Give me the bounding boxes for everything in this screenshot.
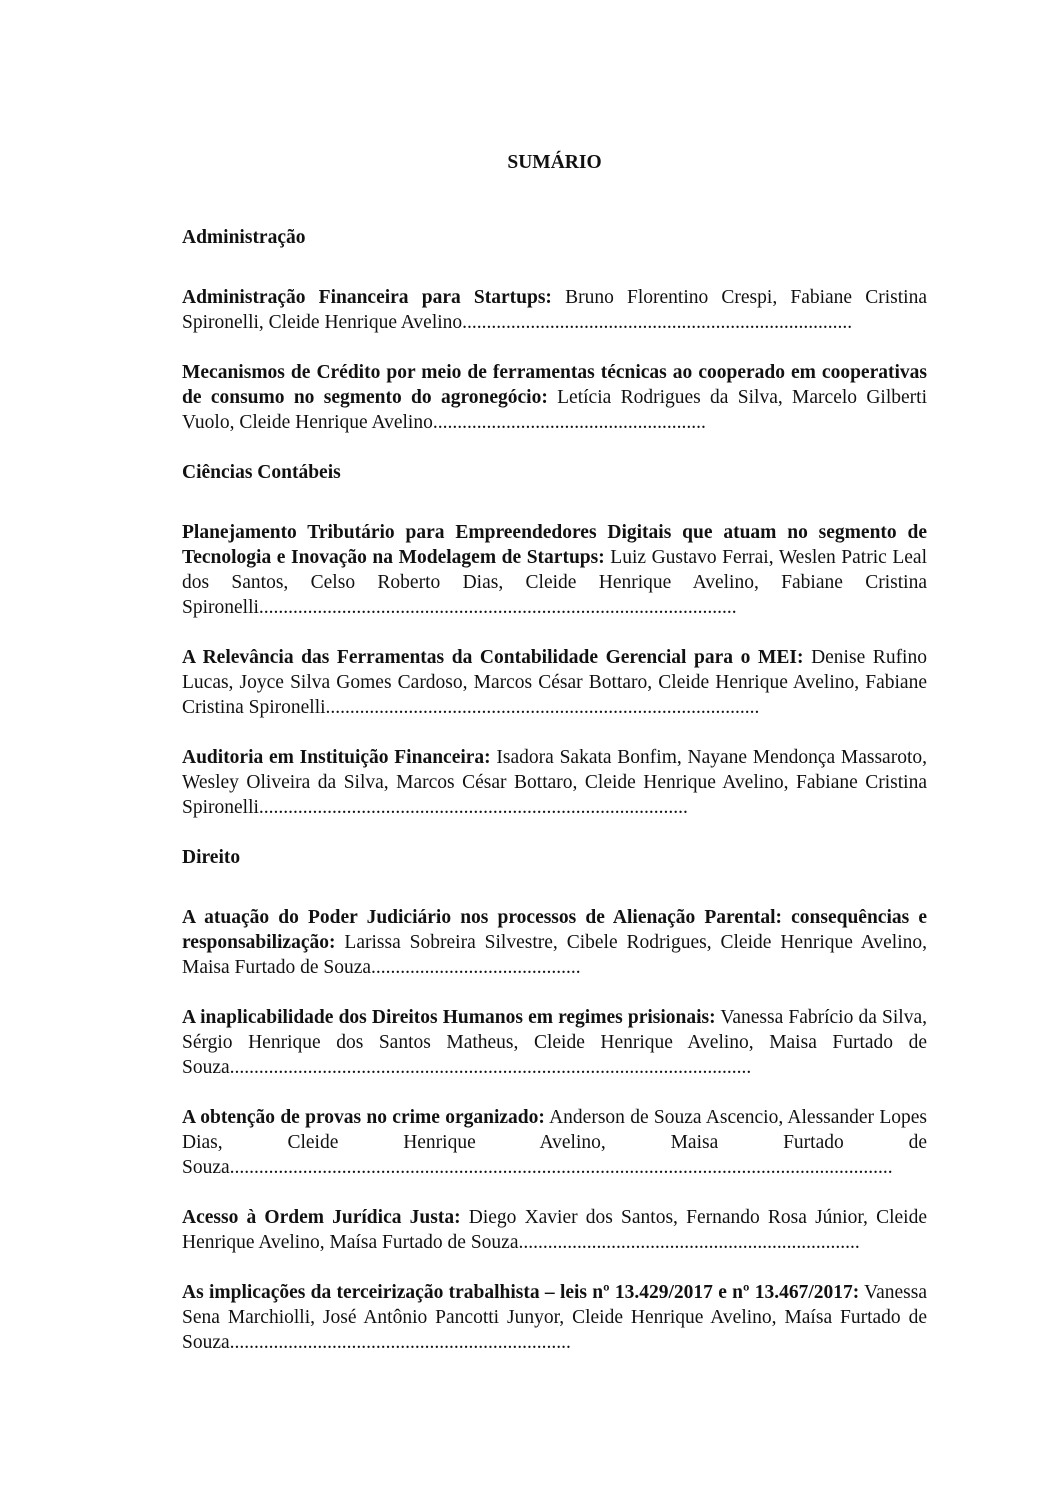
section-administracao — [182, 225, 927, 435]
entry-title: As implicações da terceirização trabalhista – leis nº 13.429/2017 e nº 13.467/2017: — [182, 1282, 860, 1303]
entry-title: A atuação do Poder Judiciário nos processos de Alienação Parental: consequências e responsabilização: — [182, 907, 927, 953]
toc-entry — [182, 645, 927, 720]
section-heading: Ciências Contábeis — [182, 462, 341, 483]
page-title: SUMÁRIO — [507, 152, 602, 173]
toc-entry — [182, 1005, 927, 1080]
entry-authors: Denise Rufino Lucas, Joyce Silva Gomes Cardoso, Marcos César Bottaro, Cleide Henrique Avelino, Fabiane Cristina Spironelli — [182, 647, 927, 718]
toc-entry — [182, 1205, 927, 1255]
leader-dots: ...................................................................... — [518, 1232, 860, 1253]
toc-entry — [182, 520, 927, 620]
entry-title: A obtenção de provas no crime organizado: — [182, 1107, 545, 1128]
entry-title: Planejamento Tributário para Empreendedores Digitais que atuam no segmento de Tecnologia e Inovação na Modelagem de Startups: — [182, 522, 927, 568]
entry-title: Mecanismos de Crédito por meio de ferramentas técnicas ao cooperado em cooperativas de consumo no segmento do agronegócio: — [182, 362, 927, 408]
toc-entry — [182, 905, 927, 980]
section-heading: Direito — [182, 847, 241, 868]
toc-entry — [182, 1280, 927, 1355]
leader-dots: ...................................................................... — [229, 1332, 571, 1353]
leader-dots: ................................................................................ — [462, 312, 853, 333]
entry-authors: Diego Xavier dos Santos, Fernando Rosa Júnior, Cleide Henrique Avelino, Maísa Furtado de Souza — [182, 1207, 927, 1253]
leader-dots: .................................................................................................. — [258, 597, 737, 618]
entry-authors: Bruno Florentino Crespi, Fabiane Cristina Spironelli, Cleide Henrique Avelino — [182, 287, 927, 333]
leader-dots: ........................................... — [371, 957, 581, 978]
entry-title: Auditoria em Instituição Financeira: — [182, 747, 491, 768]
entry-authors: Vanessa Sena Marchiolli, José Antônio Pancotti Junyor, Cleide Henrique Avelino, Maísa Furtado de Souza — [182, 1282, 927, 1353]
entry-authors: Isadora Sakata Bonfim, Nayane Mendonça Massaroto, Wesley Oliveira da Silva, Marcos César Bottaro, Cleide Henrique Avelino, Fabiane Cristina Spironelli — [182, 747, 927, 818]
leader-dots: ........................................................................................................... — [229, 1057, 752, 1078]
leader-dots: ........................................................................................................................................ — [229, 1157, 893, 1178]
toc-entry — [182, 1105, 927, 1180]
entry-title: A Relevância das Ferramentas da Contabilidade Gerencial para o MEI: — [182, 647, 804, 668]
entry-authors: Vanessa Fabrício da Silva, Sérgio Henrique dos Santos Matheus, Cleide Henrique Avelino, Maisa Furtado de Souza — [182, 1007, 927, 1078]
entry-title: Acesso à Ordem Jurídica Justa: — [182, 1207, 461, 1228]
leader-dots: ......................................................................................... — [325, 697, 760, 718]
entry-authors: Larissa Sobreira Silvestre, Cibele Rodrigues, Cleide Henrique Avelino, Maisa Furtado de Souza — [182, 932, 927, 978]
entry-title: A inaplicabilidade dos Direitos Humanos em regimes prisionais: — [182, 1007, 716, 1028]
toc-entry — [182, 360, 927, 435]
leader-dots: ........................................................ — [432, 412, 706, 433]
section-ciencias-contabeis — [182, 460, 927, 820]
section-direito — [182, 845, 927, 1355]
table-of-contents — [182, 150, 927, 1380]
entry-authors: Anderson de Souza Ascencio, Alessander Lopes Dias, Cleide Henrique Avelino, Maisa Furtado de Souza — [182, 1107, 927, 1178]
leader-dots: ........................................................................................ — [258, 797, 688, 818]
entry-title: Administração Financeira para Startups: — [182, 287, 552, 308]
entry-authors: Luiz Gustavo Ferrai, Weslen Patric Leal dos Santos, Celso Roberto Dias, Cleide Henrique Avelino, Fabiane Cristina Spironelli — [182, 547, 928, 618]
toc-entry — [182, 285, 927, 335]
toc-entry — [182, 745, 927, 820]
section-heading: Administração — [182, 227, 306, 248]
entry-authors: Letícia Rodrigues da Silva, Marcelo Gilberti Vuolo, Cleide Henrique Avelino — [182, 387, 927, 433]
